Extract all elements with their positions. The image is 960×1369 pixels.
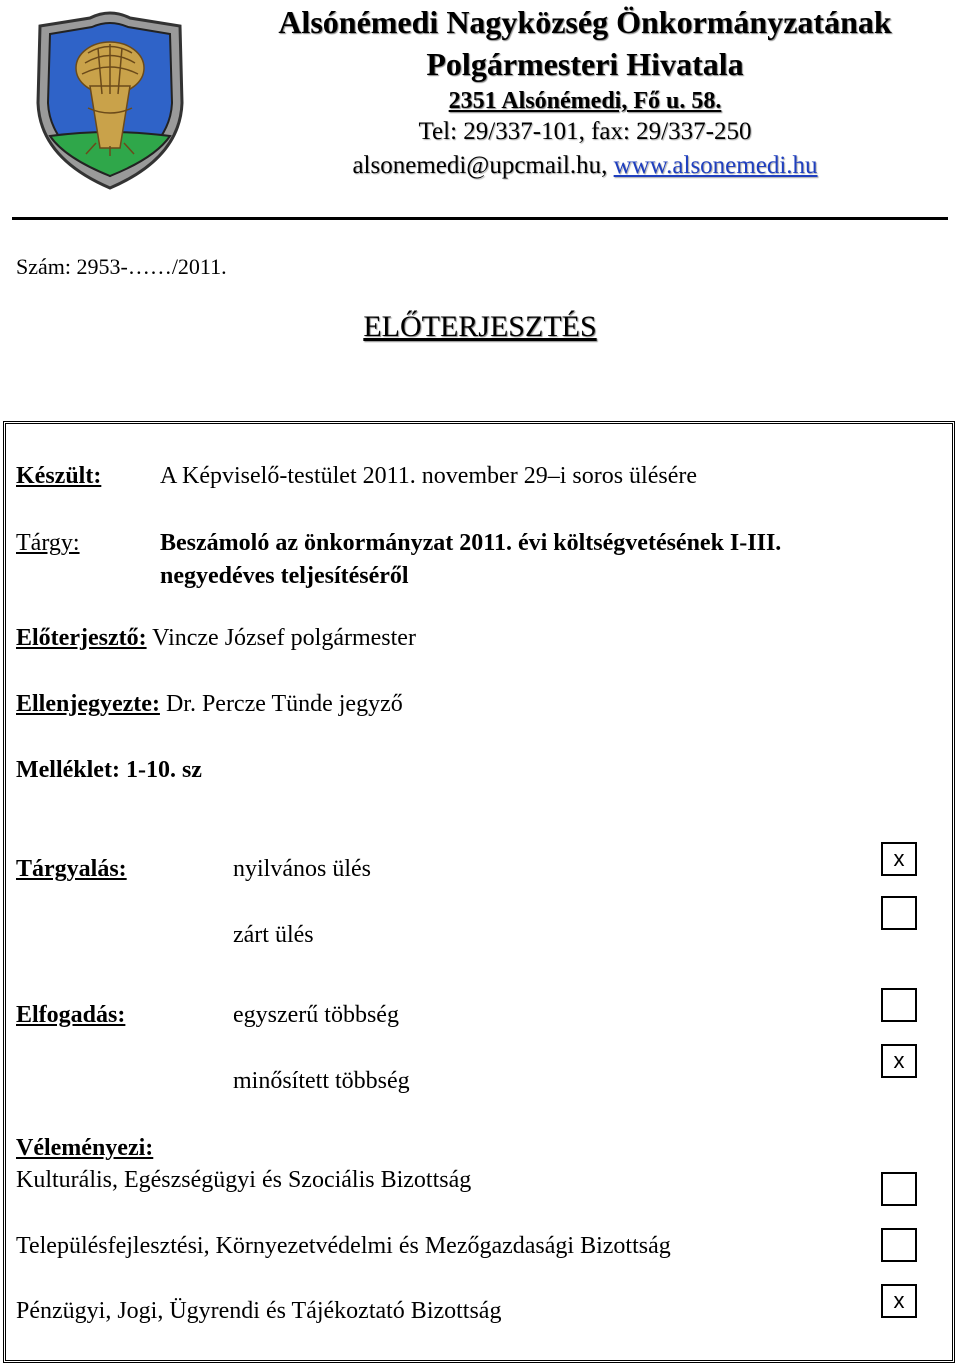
targyalas-option-public: nyilvános ülés: [233, 856, 371, 882]
targyalas-label: Tárgyalás:: [16, 856, 127, 882]
elfogadas-label: Elfogadás:: [16, 1002, 126, 1028]
keszult-label: Készült:: [16, 463, 102, 489]
header-separator: ,: [601, 152, 614, 179]
ellenjegyezte-label: Ellenjegyezte:: [16, 691, 160, 717]
eloterjeszto-label: Előterjesztő:: [16, 625, 147, 651]
targy-value-line2: negyedéves teljesítéséről: [160, 563, 409, 589]
eloterjeszto-value: Vincze József polgármester: [152, 625, 416, 651]
committee-finance-checkbox[interactable]: x: [881, 1284, 917, 1318]
ellenjegyezte-row: [16, 691, 403, 718]
targyalas-option-closed: zárt ülés: [233, 922, 314, 948]
targyalas-public-checkbox[interactable]: x: [881, 842, 917, 876]
header-title-line2: Polgármesteri Hivatala: [426, 46, 744, 82]
committee-social-checkbox[interactable]: [881, 1172, 917, 1206]
committee-finance: Pénzügyi, Jogi, Ügyrendi és Tájékoztató Bizottság: [16, 1298, 502, 1324]
header-address: 2351 Alsónémedi, Fő u. 58.: [448, 88, 722, 114]
header-contact: [220, 152, 950, 180]
header-title-line1: Alsónémedi Nagyközség Önkormányzatának: [278, 4, 892, 40]
header-email[interactable]: alsonemedi@upcmail.hu: [352, 152, 602, 179]
form-box: [3, 421, 955, 1363]
committee-social: Kulturális, Egészségügyi és Szociális Bizottság: [16, 1167, 472, 1193]
keszult-value: A Képviselő-testület 2011. november 29–i soros ülésére: [160, 463, 697, 489]
header-phone-fax: Tel: 29/337-101, fax: 29/337-250: [418, 118, 752, 145]
elfogadas-option-simple: egyszerű többség: [233, 1002, 399, 1028]
targy-value-line1: Beszámoló az önkormányzat 2011. évi költségvetésének I-III.: [160, 530, 782, 556]
ellenjegyezte-value: Dr. Percze Tünde jegyző: [165, 691, 403, 717]
targyalas-closed-checkbox[interactable]: [881, 896, 917, 930]
header-website-link[interactable]: www.alsonemedi.hu: [613, 152, 818, 179]
targy-label: Tárgy:: [16, 530, 80, 556]
eloterjeszto-row: [16, 625, 416, 652]
melleklet: Melléklet: 1-10. sz: [16, 757, 202, 783]
document-number: Szám: 2953-……/2011.: [16, 254, 227, 279]
committee-development: Településfejlesztési, Környezetvédelmi és Mezőgazdasági Bizottság: [16, 1233, 671, 1259]
elfogadas-option-qualified: minősített többség: [233, 1068, 410, 1094]
committee-development-checkbox[interactable]: [881, 1228, 917, 1262]
coat-of-arms-logo: [30, 8, 190, 193]
elfogadas-simple-checkbox[interactable]: [881, 988, 917, 1022]
document-heading: ELŐTERJESZTÉS: [363, 310, 597, 343]
velemenyezi-label: Véleményezi:: [16, 1135, 154, 1161]
header-divider: [12, 217, 948, 220]
elfogadas-qualified-checkbox[interactable]: x: [881, 1044, 917, 1078]
